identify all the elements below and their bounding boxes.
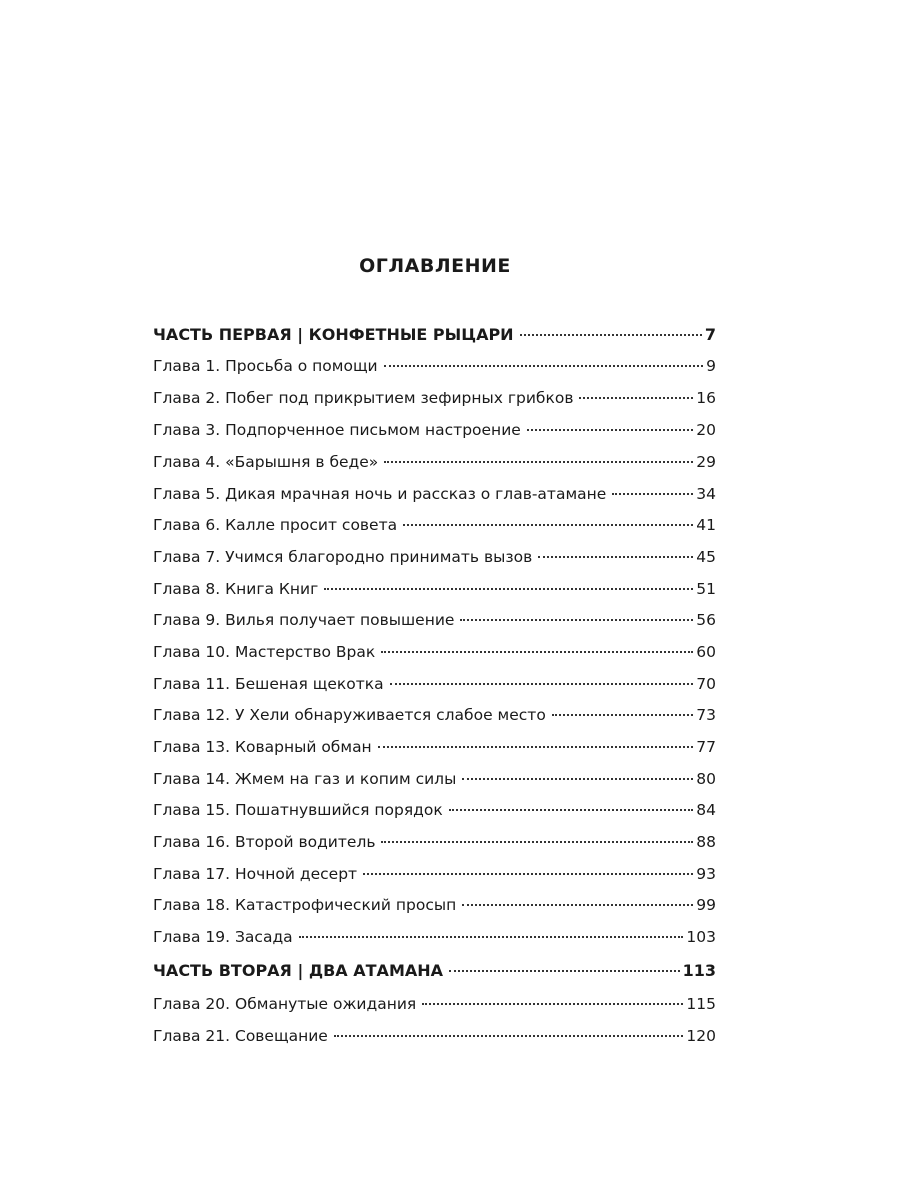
dot-leader [378,746,694,748]
page-number: 45 [696,548,716,566]
toc-chapter-entry [153,453,716,477]
toc-chapter-entry [153,357,716,381]
chapter-title: Глава 17. Ночной десерт [153,865,358,883]
page-number: 120 [686,1027,716,1045]
chapter-title: Глава 8. Книга Книг [153,580,319,598]
chapter-title: Глава 14. Жмем на газ и копим силы [153,770,457,788]
toc-chapter-entry [153,833,716,857]
toc-chapter-entry [153,896,716,920]
page-number: 34 [696,485,716,503]
page-number: 41 [696,516,716,534]
page-number: 88 [696,833,716,851]
toc-chapter-entry [153,643,716,667]
dot-leader [612,493,693,495]
toc-chapter-entry [153,865,716,889]
chapter-title: Глава 5. Дикая мрачная ночь и рассказ о глав-атамане [153,485,607,503]
toc-chapter-entry [153,611,716,635]
chapter-title: Глава 12. У Хели обнаруживается слабое место [153,706,546,724]
toc-part-entry [153,325,716,349]
dot-leader [449,809,694,811]
chapter-title: Глава 7. Учимся благородно принимать вызов [153,548,533,566]
toc-chapter-entry [153,580,716,604]
dot-leader [403,524,693,526]
toc-chapter-entry [153,706,716,730]
dot-leader [449,970,680,972]
toc-part-entry [153,961,716,985]
page-number: 16 [696,389,716,407]
toc-chapter-entry [153,421,716,445]
page-title: ОГЛАВЛЕНИЕ [359,255,511,277]
page-number: 51 [696,580,716,598]
dot-leader [579,397,693,399]
page-number: 77 [696,738,716,756]
dot-leader [462,778,693,780]
toc-chapter-entry [153,995,716,1019]
page-number: 7 [704,325,716,344]
page-number: 115 [686,995,716,1013]
dot-leader [324,588,693,590]
toc-chapter-entry [153,1027,716,1051]
dot-leader [552,714,693,716]
chapter-title: Глава 10. Мастерство Врак [153,643,376,661]
dot-leader [381,841,693,843]
page-number: 103 [686,928,716,946]
page-number: 84 [696,801,716,819]
page-number: 113 [682,961,716,980]
chapter-title: Глава 16. Второй водитель [153,833,376,851]
toc-chapter-entry [153,675,716,699]
chapter-title: Глава 21. Совещание [153,1027,328,1045]
dot-leader [299,936,684,938]
dot-leader [422,1003,683,1005]
chapter-title: Глава 15. Пошатнувшийся порядок [153,801,443,819]
page-number: 99 [696,896,716,914]
dot-leader [462,904,693,906]
chapter-title: Глава 13. Коварный обман [153,738,372,756]
toc-chapter-entry [153,801,716,825]
chapter-title: Глава 11. Бешеная щекотка [153,675,384,693]
dot-leader [527,429,693,431]
page-number: 29 [696,453,716,471]
dot-leader [384,461,693,463]
part-title: ЧАСТЬ ПЕРВАЯ | КОНФЕТНЫЕ РЫЦАРИ [153,325,514,344]
toc-chapter-entry [153,516,716,540]
toc-chapter-entry [153,738,716,762]
page-number: 20 [696,421,716,439]
chapter-title: Глава 19. Засада [153,928,293,946]
toc-chapter-entry [153,389,716,413]
chapter-title: Глава 20. Обманутые ожидания [153,995,417,1013]
dot-leader [460,619,693,621]
chapter-title: Глава 2. Побег под прикрытием зефирных грибков [153,389,574,407]
toc-chapter-entry [153,770,716,794]
chapter-title: Глава 18. Катастрофический просып [153,896,457,914]
chapter-title: Глава 4. «Барышня в беде» [153,453,379,471]
chapter-title: Глава 3. Подпорченное письмом настроение [153,421,521,439]
page-number: 60 [696,643,716,661]
chapter-title: Глава 9. Вилья получает повышение [153,611,455,629]
toc-chapter-entry [153,548,716,572]
dot-leader [384,365,703,367]
dot-leader [538,556,693,558]
page-number: 56 [696,611,716,629]
page-number: 80 [696,770,716,788]
page-number: 70 [696,675,716,693]
dot-leader [363,873,693,875]
chapter-title: Глава 1. Просьба о помощи [153,357,378,375]
dot-leader [334,1035,684,1037]
dot-leader [381,651,693,653]
page-number: 9 [706,357,716,375]
dot-leader [390,683,694,685]
toc-chapter-entry [153,485,716,509]
part-title: ЧАСТЬ ВТОРАЯ | ДВА АТАМАНА [153,961,444,980]
toc-chapter-entry [153,928,716,952]
dot-leader [520,334,702,336]
chapter-title: Глава 6. Калле просит совета [153,516,398,534]
page-number: 73 [696,706,716,724]
page-number: 93 [696,865,716,883]
